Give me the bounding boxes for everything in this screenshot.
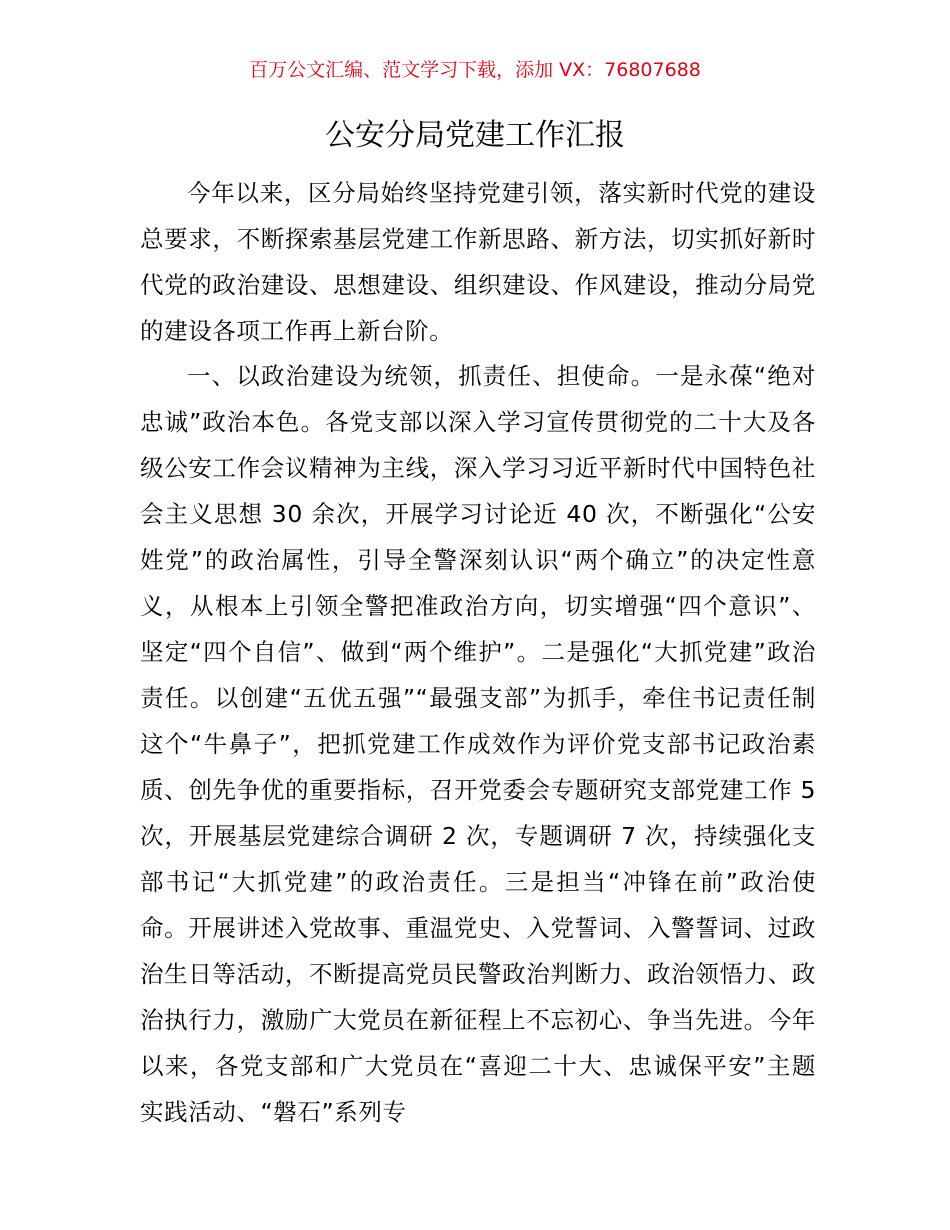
paragraph-political-building: 一、以政治建设为统领，抓责任、担使命。一是永葆“绝对忠诚”政治本色。各党支部以深入学习宣传贯彻党的二十大及各级公安工作会议精神为主线，深入学习习近平新时代中国特色社会主义思想 30 余次，开展学习讨论近 40 次，不断强化“公安姓党”的政治属性，引导全警深刻认识“两个确立”的决定性意义，从根本上引领全警把准政治方向，切实增强“四个意识”、坚定“四个自信”、做到“两个维护”。二是强化“大抓党建”政治责任。以创建“五优五强”“最强支部”为抓手，牵住书记责任制这个“牛鼻子”，把抓党建工作成效作为评价党支部书记政治素质、创先争优的重要指标，召开党委会专题研究支部党建工作 5 次，开展基层党建综合调研 2 次，专题调研 7 次，持续强化支部书记“大抓党建”的政治责任。三是担当“冲锋在前”政治使命。开展讲述入党故事、重温党史、入党誓词、入警誓词、过政治生日等活动，不断提高党员民警政治判断力、政治领悟力、政治执行力，激励广大党员在新征程上不忘初心、争当先进。今年以来，各党支部和广大党员在“喜迎二十大、忠诚保平安”主题实践活动、“磐石”系列专 [140, 362, 816, 1126]
watermark-header: 百万公文汇编、范文学习下载，添加 VX：76807688 [249, 59, 701, 81]
paragraph-intro: 今年以来，区分局始终坚持党建引领，落实新时代党的建设总要求，不断探索基层党建工作新思路、新方法，切实抓好新时代党的政治建设、思想建设、组织建设、作风建设，推动分局党的建设各项工作再上新台阶。 [140, 179, 816, 345]
document-title: 公安分局党建工作汇报 [325, 118, 625, 153]
